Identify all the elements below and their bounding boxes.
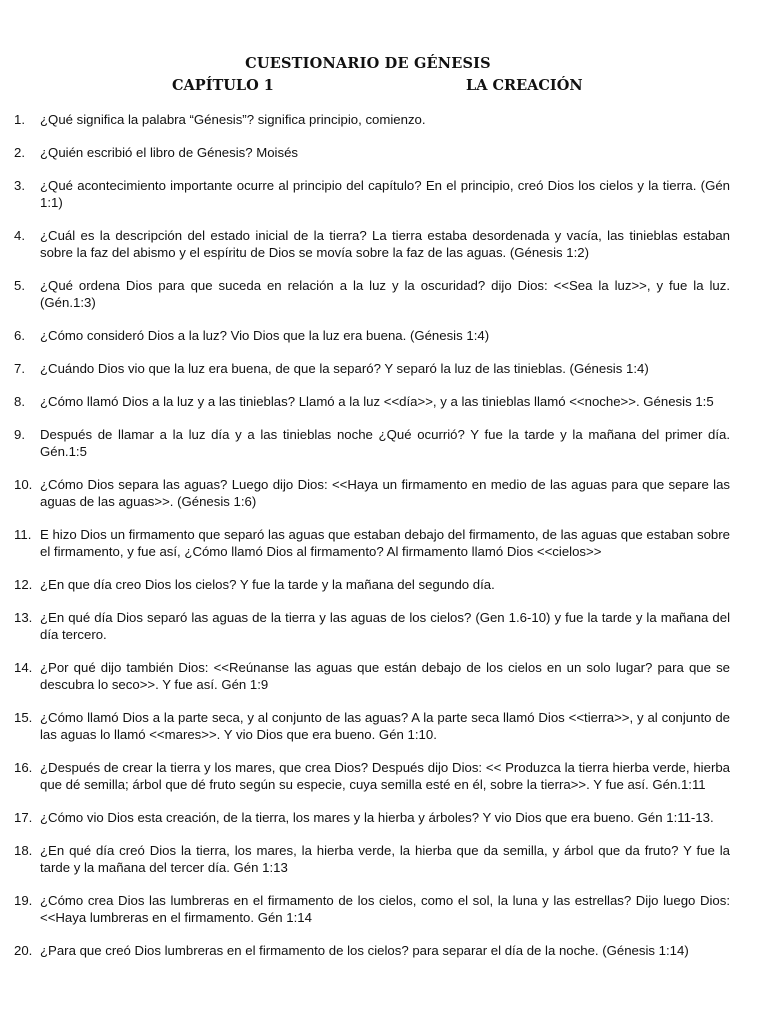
question-item bbox=[14, 144, 730, 161]
question-number: 17. bbox=[14, 810, 33, 825]
question-item bbox=[14, 393, 730, 410]
question-number: 11. bbox=[14, 527, 32, 542]
question-number: 19. bbox=[14, 893, 33, 908]
question-item bbox=[14, 942, 730, 959]
question-number: 9. bbox=[14, 427, 25, 442]
question-text: ¿Cómo consideró Dios a la luz? Vio Dios que la luz era buena. (Génesis 1:4) bbox=[40, 328, 490, 343]
question-number: 6. bbox=[14, 328, 25, 343]
question-item bbox=[14, 327, 730, 344]
question-text: ¿Cuál es la descripción del estado inicial de la tierra? La tierra estaba desordenada y vacía, las tinieblas estaban sobre la faz del abismo y el espíritu de Dios se movía sobre la faz de las aguas. (Génesis 1:2) bbox=[40, 228, 730, 260]
question-number: 5. bbox=[14, 278, 25, 293]
question-number: 18. bbox=[14, 843, 33, 858]
question-text: ¿Cómo llamó Dios a la parte seca, y al conjunto de las aguas? A la parte seca llamó Dios <<tierra>>, y al conjunto de las aguas lo llamó <<mares>>. Y vio Dios que era bueno. Gén 1:10. bbox=[40, 710, 730, 742]
question-text: ¿Qué acontecimiento importante ocurre al principio del capítulo? En el principio, creó Dios los cielos y la tierra. (Gén 1:1) bbox=[40, 178, 730, 210]
question-text: ¿En qué día Dios separó las aguas de la tierra y las aguas de los cielos? (Gen 1.6-10) y fue la tarde y la mañana del día tercero. bbox=[40, 610, 730, 642]
question-item bbox=[14, 842, 730, 876]
question-text: ¿En qué día creó Dios la tierra, los mares, la hierba verde, la hierba que da semilla, y árbol que da fruto? Y fue la tarde y la mañana del tercer día. Gén 1:13 bbox=[40, 843, 730, 875]
question-item bbox=[14, 177, 730, 211]
question-item bbox=[14, 809, 730, 826]
question-item bbox=[14, 111, 730, 128]
question-number: 1. bbox=[14, 112, 25, 127]
question-text: ¿Cómo crea Dios las lumbreras en el firmamento de los cielos, como el sol, la luna y las estrellas? Dijo luego Dios:<<Haya lumbreras en el firmamento. Gén 1:14 bbox=[40, 893, 730, 925]
question-item bbox=[14, 426, 730, 460]
question-item bbox=[14, 227, 730, 261]
question-number: 15. bbox=[14, 710, 33, 725]
question-text: ¿Cómo Dios separa las aguas? Luego dijo Dios: <<Haya un firmamento en medio de las aguas para que separe las aguas de las aguas>>. (Génesis 1:6) bbox=[40, 477, 730, 509]
question-number: 3. bbox=[14, 178, 25, 193]
question-item bbox=[14, 476, 730, 510]
question-item bbox=[14, 526, 730, 560]
question-number: 20. bbox=[14, 943, 33, 958]
question-number: 4. bbox=[14, 228, 25, 243]
chapter-number: CAPÍTULO 1 bbox=[172, 77, 274, 94]
question-text: ¿En que día creo Dios los cielos? Y fue la tarde y la mañana del segundo día. bbox=[40, 577, 495, 592]
question-item bbox=[14, 659, 730, 693]
question-item bbox=[14, 360, 730, 377]
question-text: E hizo Dios un firmamento que separó las aguas que estaban debajo del firmamento, de las aguas que estaban sobre el firmamento, y fue así, ¿Cómo llamó Dios al firmamento? Al firmamento llamó Dios <<cielos>> bbox=[40, 527, 730, 559]
question-text: ¿Después de crear la tierra y los mares, que crea Dios? Después dijo Dios: << Produzca la tierra hierba verde, hierba que dé semilla; árbol que dé fruto según su especie, cuya semilla esté en él, sobre la tierra>>. Y fue así. Gén.1:11 bbox=[40, 760, 730, 792]
question-item bbox=[14, 759, 730, 793]
question-item bbox=[14, 277, 730, 311]
question-text: ¿Qué significa la palabra “Génesis”? significa principio, comienzo. bbox=[40, 112, 426, 127]
question-item bbox=[14, 892, 730, 926]
question-item bbox=[14, 576, 730, 593]
document-title: CUESTIONARIO DE GÉNESIS bbox=[245, 55, 491, 72]
question-item bbox=[14, 609, 730, 643]
question-number: 12. bbox=[14, 577, 33, 592]
question-text: Después de llamar a la luz día y a las tinieblas noche ¿Qué ocurrió? Y fue la tarde y la mañana del primer día. Gén.1:5 bbox=[40, 427, 730, 459]
question-text: ¿Por qué dijo también Dios: <<Reúnanse las aguas que están debajo de los cielos en un solo lugar? para que se descubra lo seco>>. Y fue así. Gén 1:9 bbox=[40, 660, 730, 692]
question-list bbox=[14, 111, 730, 975]
question-text: ¿Qué ordena Dios para que suceda en relación a la luz y la oscuridad? dijo Dios: <<Sea la luz>>, y fue la luz. (Gén.1:3) bbox=[40, 278, 730, 310]
question-number: 13. bbox=[14, 610, 33, 625]
question-item bbox=[14, 709, 730, 743]
question-number: 7. bbox=[14, 361, 25, 376]
question-text: ¿Cómo vio Dios esta creación, de la tierra, los mares y la hierba y árboles? Y vio Dios que era bueno. Gén 1:11-13. bbox=[40, 810, 714, 825]
question-number: 2. bbox=[14, 145, 25, 160]
question-text: ¿Cómo llamó Dios a la luz y a las tinieblas? Llamó a la luz <<día>>, y a las tinieblas llamó <<noche>>. Génesis 1:5 bbox=[40, 394, 714, 409]
question-number: 14. bbox=[14, 660, 33, 675]
question-text: ¿Para que creó Dios lumbreras en el firmamento de los cielos? para separar el día de la noche. (Génesis 1:14) bbox=[40, 943, 689, 958]
chapter-title: LA CREACIÓN bbox=[466, 77, 583, 94]
question-number: 16. bbox=[14, 760, 33, 775]
question-number: 8. bbox=[14, 394, 25, 409]
question-text: ¿Cuándo Dios vio que la luz era buena, de que la separó? Y separó la luz de las tinieblas. (Génesis 1:4) bbox=[40, 361, 649, 376]
question-number: 10. bbox=[14, 477, 33, 492]
question-text: ¿Quién escribió el libro de Génesis? Moisés bbox=[40, 145, 299, 160]
